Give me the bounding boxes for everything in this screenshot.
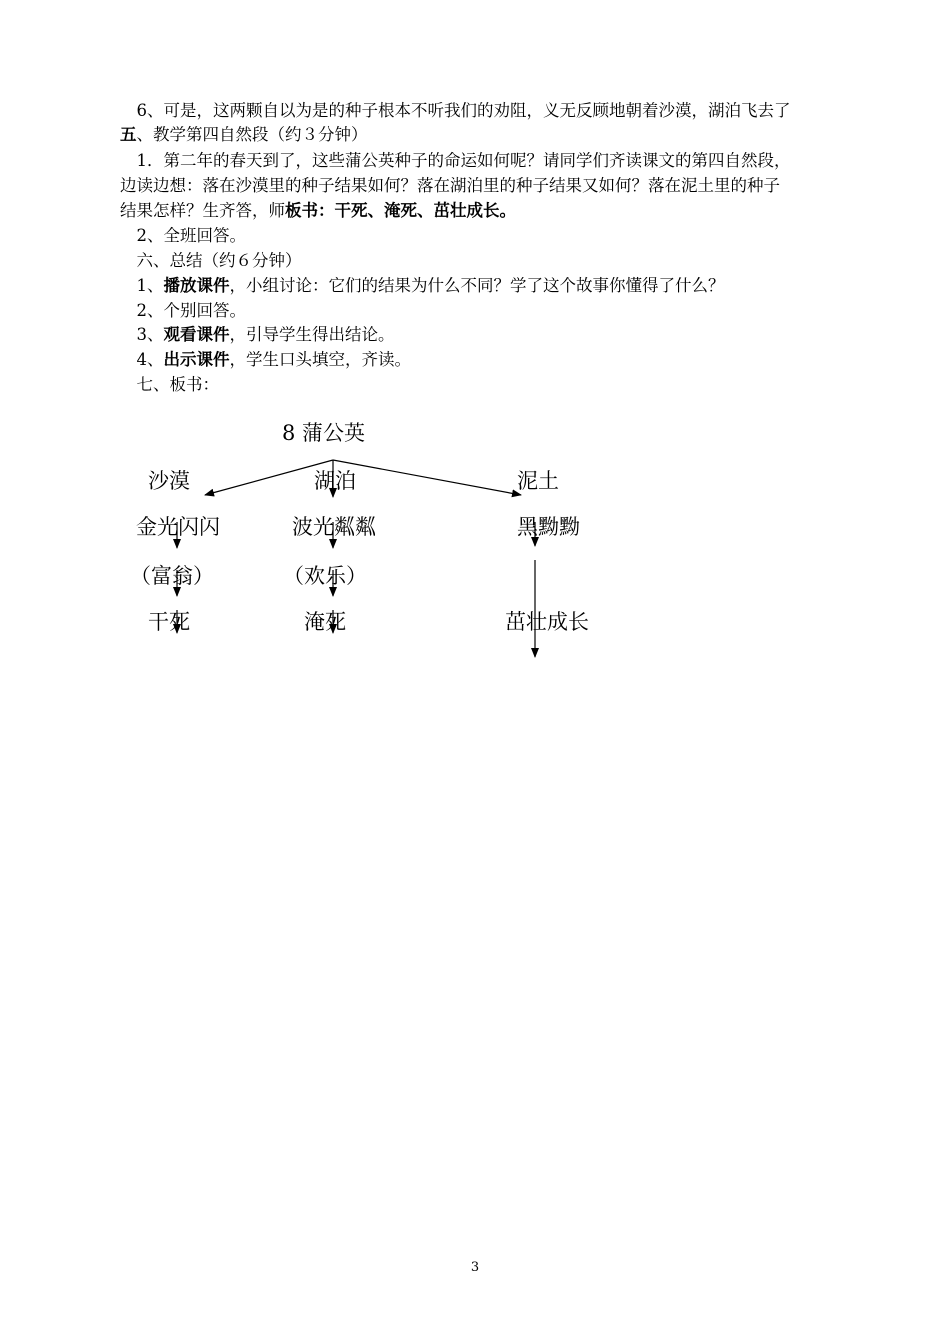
page-number: 3 (470, 1260, 480, 1275)
lake-result: 淹死 (304, 610, 346, 634)
item-keyword: 出示课件 (163, 350, 230, 369)
desert-label: 沙漠 (148, 469, 190, 493)
item-number: 1、 (136, 276, 164, 295)
item-keyword: 播放课件 (163, 276, 230, 295)
paragraph-text: 结果怎样？生齐答，师 (120, 201, 285, 220)
item-text: 2、个别回答。 (136, 301, 246, 320)
arrow-to-soil (333, 460, 521, 495)
paragraph-text: 6、可是，这两颗自以为是的种子根本不听我们的劝阻，义无反顾地朝着沙漠，湖泊飞去了 (136, 101, 791, 120)
item-text: ，学生口头填空，齐读。 (229, 350, 411, 369)
item-keyword: 观看课件 (163, 325, 230, 344)
section-title: 、教学第四自然段（约３分钟） (136, 125, 368, 144)
item-number: 4、 (136, 350, 164, 369)
section-number: 五 (120, 125, 137, 144)
paragraph-text: 边读边想：落在沙漠里的种子结果如何？落在湖泊里的种子结果又如何？落在泥土里的种子 (120, 176, 780, 195)
desert-note: （富翁） (130, 564, 214, 588)
paragraph-text: 2、全班回答。 (136, 226, 246, 245)
item-text: ，小组讨论：它们的结果为什么不同？学了这个故事你懂得了什么？ (229, 276, 725, 295)
item-text: ，引导学生得出结论。 (229, 325, 395, 344)
lake-note: （欢乐） (283, 564, 367, 588)
lake-description: 波光粼粼 (292, 515, 376, 539)
soil-result: 茁壮成长 (505, 610, 589, 634)
section-title: 六、总结（约６分钟） (136, 251, 302, 270)
paragraph-text: 1．第二年的春天到了，这些蒲公英种子的命运如何呢？请同学们齐读课文的第四自然段， (136, 151, 791, 170)
board-title: 8 蒲公英 (282, 421, 366, 445)
board-note: 板书：干死、淹死、茁壮成长。 (285, 201, 516, 220)
desert-description: 金光闪闪 (136, 515, 220, 539)
desert-result: 干死 (148, 610, 190, 634)
lake-label: 湖泊 (314, 469, 356, 493)
soil-label: 泥土 (517, 469, 559, 493)
section-title: 七、板书： (136, 375, 219, 394)
item-number: 3、 (136, 325, 164, 344)
soil-description: 黑黝黝 (517, 515, 580, 539)
